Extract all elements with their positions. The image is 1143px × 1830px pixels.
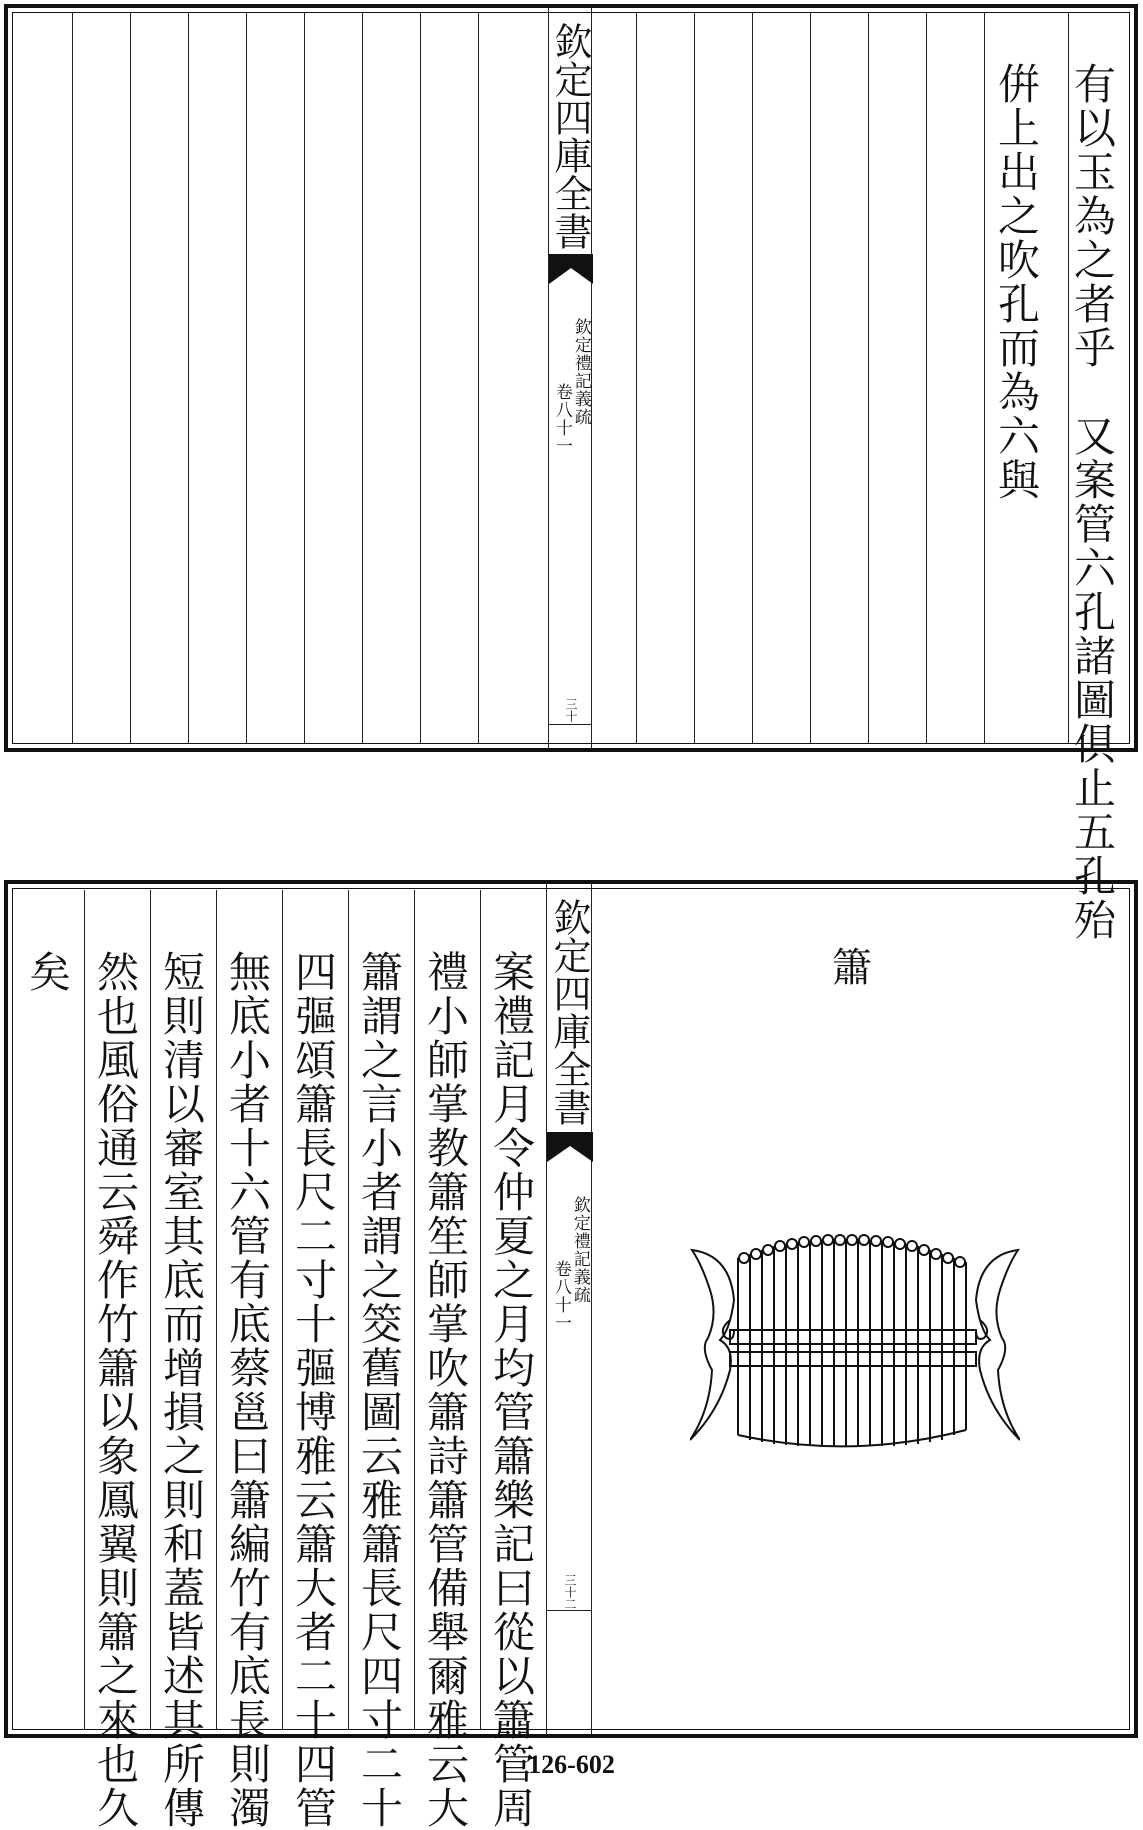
bottom-text-column-8: 矣 [23, 950, 72, 994]
bottom-text-column-2: 禮小師掌教簫笙師掌吹簫詩簫管備舉爾雅云大 [421, 950, 470, 1830]
spine-book-title: 欽定禮記義疏 [569, 1196, 590, 1304]
bottom-text-column-1: 案禮記月令仲夏之月均管簫樂記曰從以簫管周 [487, 950, 536, 1830]
top-spine [548, 8, 592, 748]
fish-tail-ornament [547, 1132, 593, 1168]
bottom-spine [546, 884, 592, 1734]
illustration-heading: 簫 [832, 945, 872, 991]
bottom-text-column-4: 四彄頌簫長尺二寸十彄博雅云簫大者二十四管 [289, 950, 338, 1830]
bottom-text-column-6: 短則清以審室其底而增損之則和蓋皆述其所傳 [157, 950, 206, 1830]
bottom-text-column-7: 然也風俗通云舜作竹簫以象鳳翼則簫之來也久 [91, 950, 140, 1830]
bottom-text-column-3: 簫謂之言小者謂之筊舊圖云雅簫長尺四寸二十 [355, 950, 404, 1830]
page-reference-number: 126-602 [528, 1750, 615, 1779]
xiao-pan-flute-illustration [690, 1230, 1020, 1455]
spine-book-title: 欽定禮記義疏 [570, 318, 591, 426]
fish-tail-ornament [549, 254, 593, 290]
spine-volume: 卷八十一 [551, 383, 572, 455]
bottom-text-column-5: 無底小者十六管有底蔡邕曰簫編竹有底長則濁 [223, 950, 272, 1830]
top-text-column-2: 倂上出之吹孔而為六與 [992, 62, 1041, 502]
bottom-page-number: 三十二 [563, 1574, 577, 1610]
spine-title: 欽定四庫全書 [547, 898, 591, 1126]
spine-volume: 卷八十一 [550, 1260, 571, 1332]
top-text-column-1: 有以玉為之者乎 又案管六孔諸圖俱止五孔殆 [1068, 62, 1117, 942]
top-page-number: 三十 [564, 698, 578, 722]
spine-title: 欽定四庫全書 [548, 22, 592, 250]
